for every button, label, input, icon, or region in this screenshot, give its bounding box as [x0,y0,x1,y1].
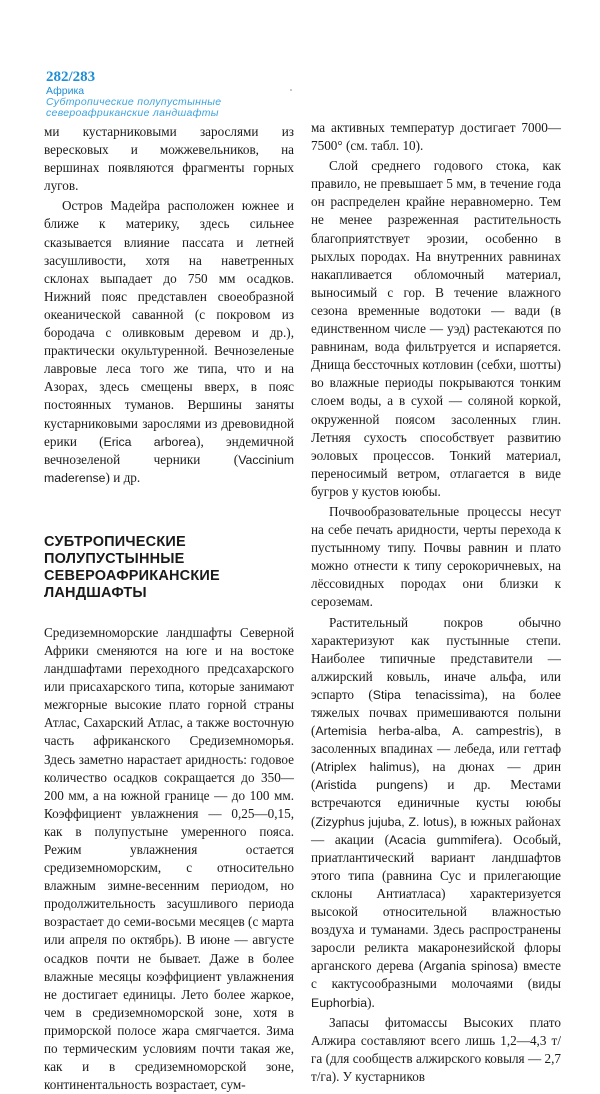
paragraph-phytomass: Запасы фитомассы Высоких плато Алжира составляют всего лишь 1,2—4,3 т/га (для сообществ алжирского ковыля — 2,7 т/га). У кустарников [311,1014,561,1084]
latin-name: Acacia gummifera [388,832,495,847]
section-title: Африка [46,84,85,97]
paragraph-intro: Средиземноморские ландшафты Северной Африки сменяются на юге и на востоке ландшафтами переходного предсахарского или присахарского типа, которые занимают межгорные высокие плато горной страны Атлас, Сахарский Атлас, а также восточную часть африканского Средиземноморья. Здесь заметно нарастает аридность: годовое количество осадков сокращается до 350—200 мм, а на южной границе — до 100 мм. Коэффициент увлажнения — 0,25—0,15, как в полупустыне умеренного пояса. Режим увлажнения остается средиземноморским, с относительно влажным зимне-весенним периодом, но продолжительность засушливого периода возрастает до семи-восьми месяцев (с марта или апреля по октябрь). В июне — августе осадков почти не бывает. Даже в более влажные месяцы коэффициент увлажнения не достигает единицы. Лето более жаркое, чем в средиземноморской зоне, хотя в приморской полосе жара смягчается. Зима по термическим условиям почти такая же, как и в средиземноморской зоне, континентальность возрастает, сум- [44,624,294,1093]
chapter-subtitle-line1: Субтропические полупустынные [46,95,222,108]
paragraph-madeira: Остров Мадейра расположен южнее и ближе к материку, здесь сильнее сказывается влияние пассата и летней засушливости, хотя на наветренных склонах выпадает до 750 мм осадков. Нижний пояс представлен своеобразной океанической саванной (с покровом из бородача с оливковым деревом и др.), практически окультуренной. Вечнозеленые лавровые леса того же типа, что и на Азорах, здесь смещены вверх, в пояс постоянных туманов. Вершины заняты кустарниковыми зарослями из древовидной ерики (Erica arborea), эндемичной вечнозеленой черники (Vaccinium maderense) и др. [44,198,294,485]
paragraph-soils: Почвообразовательные процессы несут на себе печать аридности, черты перехода к пустынному типу. Почвы равнин и плато можно отнести к типу серокоричневых, на лёссовидных породах они близки к сероземам. [311,503,561,610]
latin-name: Euphorbia [311,995,368,1010]
running-header [46,70,221,119]
latin-name: Aristida pungens [315,778,424,793]
left-column [44,123,294,1094]
print-speck [290,89,292,91]
latin-name: Artemisia herba-alba, A. campestris [315,724,536,739]
latin-name: Stipa tenacissima [372,687,481,702]
latin-name: Vaccinium maderense [44,452,294,485]
right-column [311,119,561,1086]
paragraph-runoff: Слой среднего годового стока, как правило, не превышает 5 мм, в течение года он распределен крайне неравномерно. Тем не менее разреженная растительность благоприятствует эрозии, особенно в рыхлых породах. На внутренних равнинах накапливается обломочный материал, выносимый с гор. В течение влажного сезона временные водотоки — вади (в единственном числе — уэд) растекаются по равнинам, вода фильтруется и испаряется. Днища бессточных котловин (себхи, шотты) во влажные периоды покрываются тонким слоем воды, а в сухой — соляной коркой, окруженной поясом засоленных глин. Летняя сухость способствует развитию эоловых процессов. Тонкий материал, переносимый ветром, отлагается в виде бугров у кустов ююбы. [311,158,561,499]
paragraph: ма активных температур достигает 7000—7500° (см. табл. 10). [311,120,561,154]
chapter-subtitle-line2: североафриканские ландшафты [46,106,219,119]
latin-name: Erica arborea [103,434,197,449]
latin-name: Atriplex halimus [315,760,412,775]
latin-name: Zizyphus jujuba, Z. lotus [315,814,450,829]
paragraph: ми кустарниковыми зарослями из вересковых и можжевельников, на вершинах появляются фрагменты горных лугов. [44,124,294,194]
page-numbers: 282/283 [46,69,96,85]
latin-name: Argania spinosa [423,959,514,974]
paragraph-vegetation: Растительный покров обычно характеризуют как пустынные степи. Наиболее типичные представители — алжирский ковыль, иначе альфа, или эспарто (Stipa tenacissima), на более тяжелых почвах примешиваются полыни (Artemisia herba-alba, A. campestris), в засоленных впадинах — лебеда, или геттаф (Atriplex halimus), на дюнах — дрин (Aristida pungens) и др. Местами встречаются единичные кусты ююбы (Zizyphus jujuba, Z. lotus), в южных районах — акации (Acacia gummifera). Особый, приатлантический вариант ландшафтов этого типа (равнина Сус и прилегающие склоны Антиатласа) характеризуется высокой относительной влажностью воздуха и туманами. Здесь распространены заросли реликта макаронезийской флоры арганского дерева (Argania spinosa) вместе с кактусообразными молочаями (виды Euphorbia). [311,614,562,1010]
section-heading: СУБТРОПИЧЕСКИЕ ПОЛУПУСТЫННЫЕ СЕВЕРОАФРИКАНСКИЕ ЛАНДШАФТЫ [44,533,220,601]
